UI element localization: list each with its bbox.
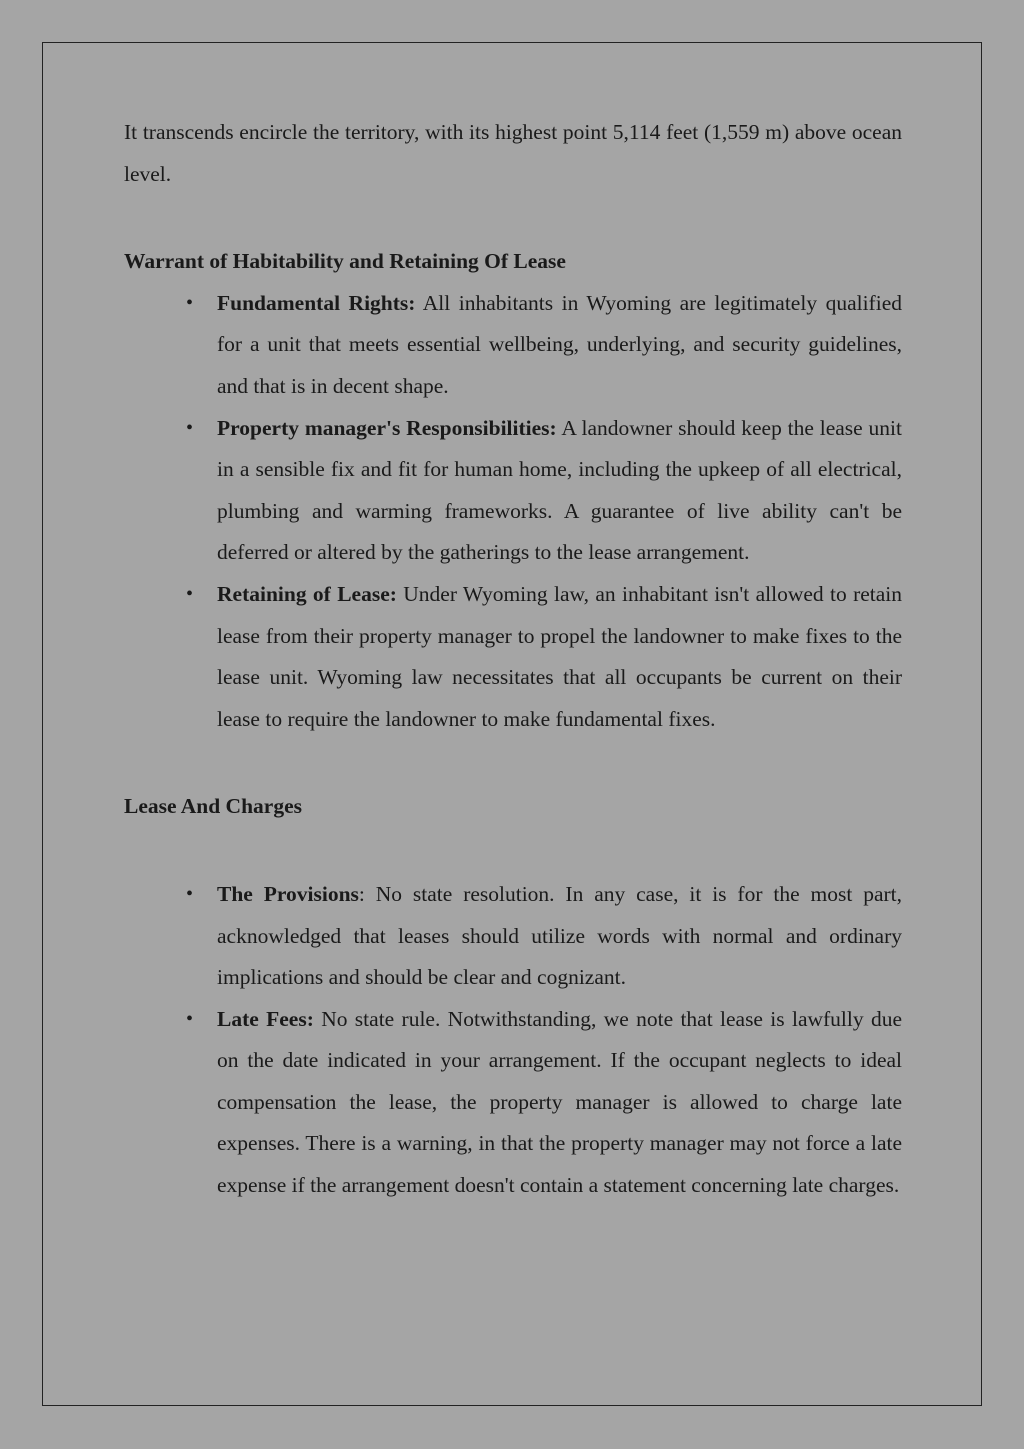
list-item-title: Fundamental Rights: <box>217 290 416 315</box>
document-body <box>124 112 902 1207</box>
list-item <box>124 283 902 408</box>
list-item-title: Late Fees: <box>217 1006 314 1031</box>
list-item-title: Property manager's Responsibilities: <box>217 415 557 440</box>
intro-paragraph: It transcends encircle the territory, with its highest point 5,114 feet (1,559 m) above ocean level. <box>124 120 902 186</box>
section-heading-habitability: Warrant of Habitability and Retaining Of Lease <box>124 249 566 274</box>
list-item-text: A landowner should keep the lease unit in a sensible fix and fit for human home, including the upkeep of all electrical, plumbing and warming frameworks. A guarantee of live ability can't be deferred or altered by the gatherings to the lease arrangement. <box>217 415 902 565</box>
list-item <box>124 874 902 999</box>
bullet-icon: • <box>186 1007 194 1030</box>
habitability-list <box>124 283 902 741</box>
list-item <box>124 574 902 740</box>
list-item-text: : No state resolution. In any case, it is for the most part, acknowledged that leases should utilize words with normal and ordinary implications and should be clear and cognizant. <box>217 881 903 990</box>
list-item-title: The Provisions <box>217 881 359 906</box>
bullet-icon: • <box>186 416 194 439</box>
bullet-icon: • <box>186 882 194 905</box>
list-item-text: All inhabitants in Wyoming are legitimately qualified for a unit that meets essential wellbeing, underlying, and security guidelines, and that is in decent shape. <box>217 290 902 398</box>
list-item-title: Retaining of Lease: <box>217 581 397 606</box>
bullet-icon: • <box>186 291 194 314</box>
list-item <box>124 408 902 574</box>
bullet-icon: • <box>186 582 194 605</box>
list-item <box>124 999 902 1207</box>
lease-charges-list <box>124 874 902 1207</box>
list-item-text: No state rule. Notwithstanding, we note that lease is lawfully due on the date indicated in your arrangement. If the occupant neglects to ideal compensation the lease, the property manager is allowed to charge late expenses. There is a warning, in that the property manager may not force a late expense if the arrangement doesn't contain a statement concerning late charges. <box>217 1006 902 1198</box>
section-heading-lease-charges: Lease And Charges <box>124 794 302 819</box>
list-item-text: Under Wyoming law, an inhabitant isn't allowed to retain lease from their property manager to propel the landowner to make fixes to the lease unit. Wyoming law necessitates that all occupants be current on their lease to require the landowner to make fundamental fixes. <box>217 581 903 731</box>
